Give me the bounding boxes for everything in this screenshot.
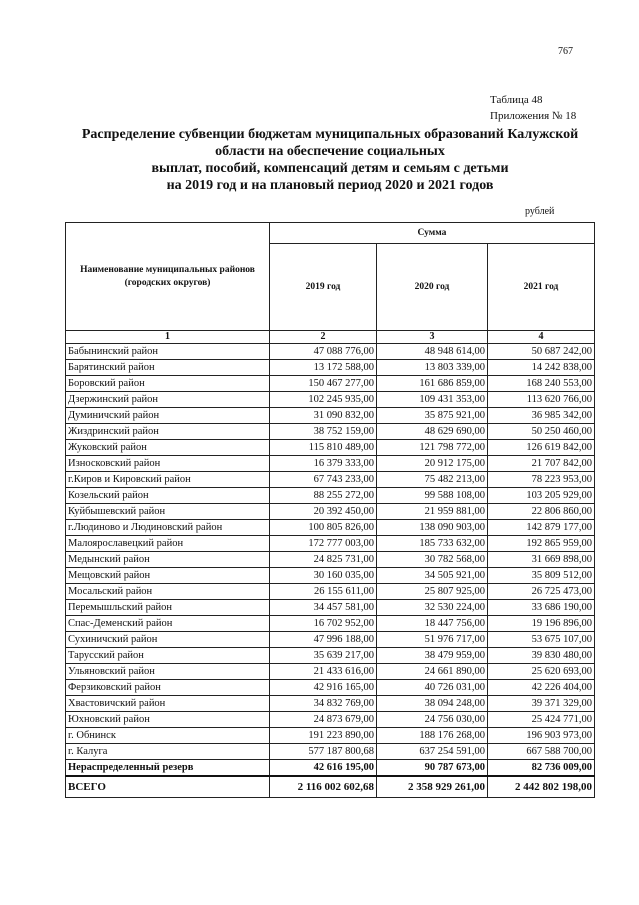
table-row <box>66 408 595 424</box>
value-2019: 47 088 776,00 <box>270 344 377 360</box>
value-2020: 38 479 959,00 <box>377 648 488 664</box>
column-index-1: 1 <box>66 331 270 344</box>
value-2021: 19 196 896,00 <box>488 616 595 632</box>
value-2021: 667 588 700,00 <box>488 744 595 760</box>
value-2021: 36 985 342,00 <box>488 408 595 424</box>
header-2020: 2020 год <box>377 244 488 331</box>
municipality-name: Медынский район <box>66 552 270 568</box>
total-2020: 2 358 929 261,00 <box>377 776 488 798</box>
value-2021: 21 707 842,00 <box>488 456 595 472</box>
municipality-name: Думиничский район <box>66 408 270 424</box>
value-2019: 191 223 890,00 <box>270 728 377 744</box>
value-2021: 103 205 929,00 <box>488 488 595 504</box>
value-2019: 31 090 832,00 <box>270 408 377 424</box>
table-row <box>66 696 595 712</box>
municipality-name: Мещовский район <box>66 568 270 584</box>
table-row <box>66 456 595 472</box>
header-municipality: Наименование муниципальных районов (городских округов) <box>66 223 270 331</box>
value-2020: 185 733 632,00 <box>377 536 488 552</box>
value-2020: 32 530 224,00 <box>377 600 488 616</box>
value-2021: 126 619 842,00 <box>488 440 595 456</box>
value-2019: 16 379 333,00 <box>270 456 377 472</box>
value-2020: 99 588 108,00 <box>377 488 488 504</box>
value-2020: 24 756 030,00 <box>377 712 488 728</box>
value-2019: 38 752 159,00 <box>270 424 377 440</box>
municipality-name: г. Калуга <box>66 744 270 760</box>
value-2019: 16 702 952,00 <box>270 616 377 632</box>
table-row <box>66 360 595 376</box>
header-2019: 2019 год <box>270 244 377 331</box>
municipality-name: Износковский район <box>66 456 270 472</box>
value-2019: 42 916 165,00 <box>270 680 377 696</box>
municipality-name: Хвастовичский район <box>66 696 270 712</box>
value-2021: 168 240 553,00 <box>488 376 595 392</box>
value-2021: 22 806 860,00 <box>488 504 595 520</box>
municipality-name: Жуковский район <box>66 440 270 456</box>
table-row <box>66 648 595 664</box>
value-2020: 20 912 175,00 <box>377 456 488 472</box>
table-reference <box>490 92 576 124</box>
table-row <box>66 568 595 584</box>
municipality-name: Козельский район <box>66 488 270 504</box>
municipality-name: Спас-Деменский район <box>66 616 270 632</box>
value-2020: 109 431 353,00 <box>377 392 488 408</box>
municipality-name: г. Обнинск <box>66 728 270 744</box>
total-row <box>66 776 595 798</box>
value-2019: 24 825 731,00 <box>270 552 377 568</box>
unit-label: рублей <box>525 206 555 217</box>
table-row <box>66 520 595 536</box>
value-2020: 637 254 591,00 <box>377 744 488 760</box>
value-2020: 138 090 903,00 <box>377 520 488 536</box>
value-2019: 115 810 489,00 <box>270 440 377 456</box>
title-line-2: области на обеспечение социальных <box>215 144 445 159</box>
title-line-4: на 2019 год и на плановый период 2020 и 2021 годов <box>166 178 494 193</box>
table-row <box>66 600 595 616</box>
table-row <box>66 712 595 728</box>
value-2020: 75 482 213,00 <box>377 472 488 488</box>
value-2021: 31 669 898,00 <box>488 552 595 568</box>
value-2019: 35 639 217,00 <box>270 648 377 664</box>
subvention-table <box>65 222 595 798</box>
page-number: 767 <box>558 46 573 57</box>
value-2019: 13 172 588,00 <box>270 360 377 376</box>
reserve-2019: 42 616 195,00 <box>270 760 377 777</box>
value-2021: 25 424 771,00 <box>488 712 595 728</box>
value-2021: 53 675 107,00 <box>488 632 595 648</box>
municipality-name: г.Киров и Кировский район <box>66 472 270 488</box>
municipality-name: Куйбышевский район <box>66 504 270 520</box>
value-2021: 35 809 512,00 <box>488 568 595 584</box>
table-row <box>66 680 595 696</box>
value-2019: 34 832 769,00 <box>270 696 377 712</box>
value-2019: 20 392 450,00 <box>270 504 377 520</box>
municipality-name: Тарусский район <box>66 648 270 664</box>
value-2020: 188 176 268,00 <box>377 728 488 744</box>
municipality-name: Мосальский район <box>66 584 270 600</box>
value-2020: 18 447 756,00 <box>377 616 488 632</box>
municipality-name: Жиздринский район <box>66 424 270 440</box>
value-2019: 100 805 826,00 <box>270 520 377 536</box>
value-2020: 40 726 031,00 <box>377 680 488 696</box>
table-row <box>66 664 595 680</box>
table-row <box>66 392 595 408</box>
value-2020: 51 976 717,00 <box>377 632 488 648</box>
municipality-name: Сухиничский район <box>66 632 270 648</box>
total-2019: 2 116 002 602,68 <box>270 776 377 798</box>
municipality-name: Боровский район <box>66 376 270 392</box>
value-2020: 48 948 614,00 <box>377 344 488 360</box>
column-index-2: 2 <box>270 331 377 344</box>
value-2019: 150 467 277,00 <box>270 376 377 392</box>
value-2020: 35 875 921,00 <box>377 408 488 424</box>
value-2021: 50 687 242,00 <box>488 344 595 360</box>
value-2019: 88 255 272,00 <box>270 488 377 504</box>
column-index-4: 4 <box>488 331 595 344</box>
title-line-3: выплат, пособий, компенсаций детям и семьям с детьми <box>151 161 509 176</box>
table-row <box>66 488 595 504</box>
value-2021: 142 879 177,00 <box>488 520 595 536</box>
table-body <box>66 344 595 798</box>
value-2020: 121 798 772,00 <box>377 440 488 456</box>
value-2020: 13 803 339,00 <box>377 360 488 376</box>
value-2020: 48 629 690,00 <box>377 424 488 440</box>
municipality-name: Юхновский район <box>66 712 270 728</box>
table-row <box>66 728 595 744</box>
table-row <box>66 616 595 632</box>
value-2021: 14 242 838,00 <box>488 360 595 376</box>
municipality-name: Малоярославецкий район <box>66 536 270 552</box>
value-2021: 39 830 480,00 <box>488 648 595 664</box>
table-row <box>66 536 595 552</box>
value-2019: 577 187 800,68 <box>270 744 377 760</box>
column-index-3: 3 <box>377 331 488 344</box>
value-2021: 33 686 190,00 <box>488 600 595 616</box>
value-2019: 47 996 188,00 <box>270 632 377 648</box>
appendix-number: Приложения № 18 <box>490 110 577 122</box>
value-2021: 25 620 693,00 <box>488 664 595 680</box>
title-line-1: Распределение субвенции бюджетам муниципальных образований Калужской <box>81 127 579 142</box>
table-number: Таблица 48 <box>490 94 543 106</box>
total-name: ВСЕГО <box>66 776 270 798</box>
total-2021: 2 442 802 198,00 <box>488 776 595 798</box>
value-2019: 21 433 616,00 <box>270 664 377 680</box>
municipality-name: г.Людиново и Людиновский район <box>66 520 270 536</box>
table-row <box>66 744 595 760</box>
value-2020: 25 807 925,00 <box>377 584 488 600</box>
header-sum: Сумма <box>270 223 595 244</box>
value-2020: 30 782 568,00 <box>377 552 488 568</box>
value-2019: 172 777 003,00 <box>270 536 377 552</box>
value-2021: 196 903 973,00 <box>488 728 595 744</box>
value-2021: 26 725 473,00 <box>488 584 595 600</box>
table-row <box>66 584 595 600</box>
value-2019: 24 873 679,00 <box>270 712 377 728</box>
table-row <box>66 632 595 648</box>
table-row <box>66 376 595 392</box>
table-row <box>66 552 595 568</box>
value-2020: 38 094 248,00 <box>377 696 488 712</box>
table-row <box>66 344 595 360</box>
value-2020: 34 505 921,00 <box>377 568 488 584</box>
value-2021: 113 620 766,00 <box>488 392 595 408</box>
value-2019: 30 160 035,00 <box>270 568 377 584</box>
municipality-name: Перемышльский район <box>66 600 270 616</box>
municipality-name: Ульяновский район <box>66 664 270 680</box>
reserve-row <box>66 760 595 777</box>
value-2019: 102 245 935,00 <box>270 392 377 408</box>
table-row <box>66 424 595 440</box>
value-2021: 39 371 329,00 <box>488 696 595 712</box>
table-row <box>66 504 595 520</box>
value-2019: 67 743 233,00 <box>270 472 377 488</box>
header-2021: 2021 год <box>488 244 595 331</box>
municipality-name: Барятинский район <box>66 360 270 376</box>
value-2021: 50 250 460,00 <box>488 424 595 440</box>
reserve-2021: 82 736 009,00 <box>488 760 595 777</box>
value-2019: 26 155 611,00 <box>270 584 377 600</box>
reserve-2020: 90 787 673,00 <box>377 760 488 777</box>
municipality-name: Бабынинский район <box>66 344 270 360</box>
table-row <box>66 440 595 456</box>
value-2021: 192 865 959,00 <box>488 536 595 552</box>
value-2021: 42 226 404,00 <box>488 680 595 696</box>
municipality-name: Дзержинский район <box>66 392 270 408</box>
municipality-name: Ферзиковский район <box>66 680 270 696</box>
value-2019: 34 457 581,00 <box>270 600 377 616</box>
document-title <box>40 126 620 194</box>
value-2020: 24 661 890,00 <box>377 664 488 680</box>
value-2021: 78 223 953,00 <box>488 472 595 488</box>
reserve-name: Нераспределенный резерв <box>66 760 270 777</box>
value-2020: 161 686 859,00 <box>377 376 488 392</box>
value-2020: 21 959 881,00 <box>377 504 488 520</box>
table-row <box>66 472 595 488</box>
